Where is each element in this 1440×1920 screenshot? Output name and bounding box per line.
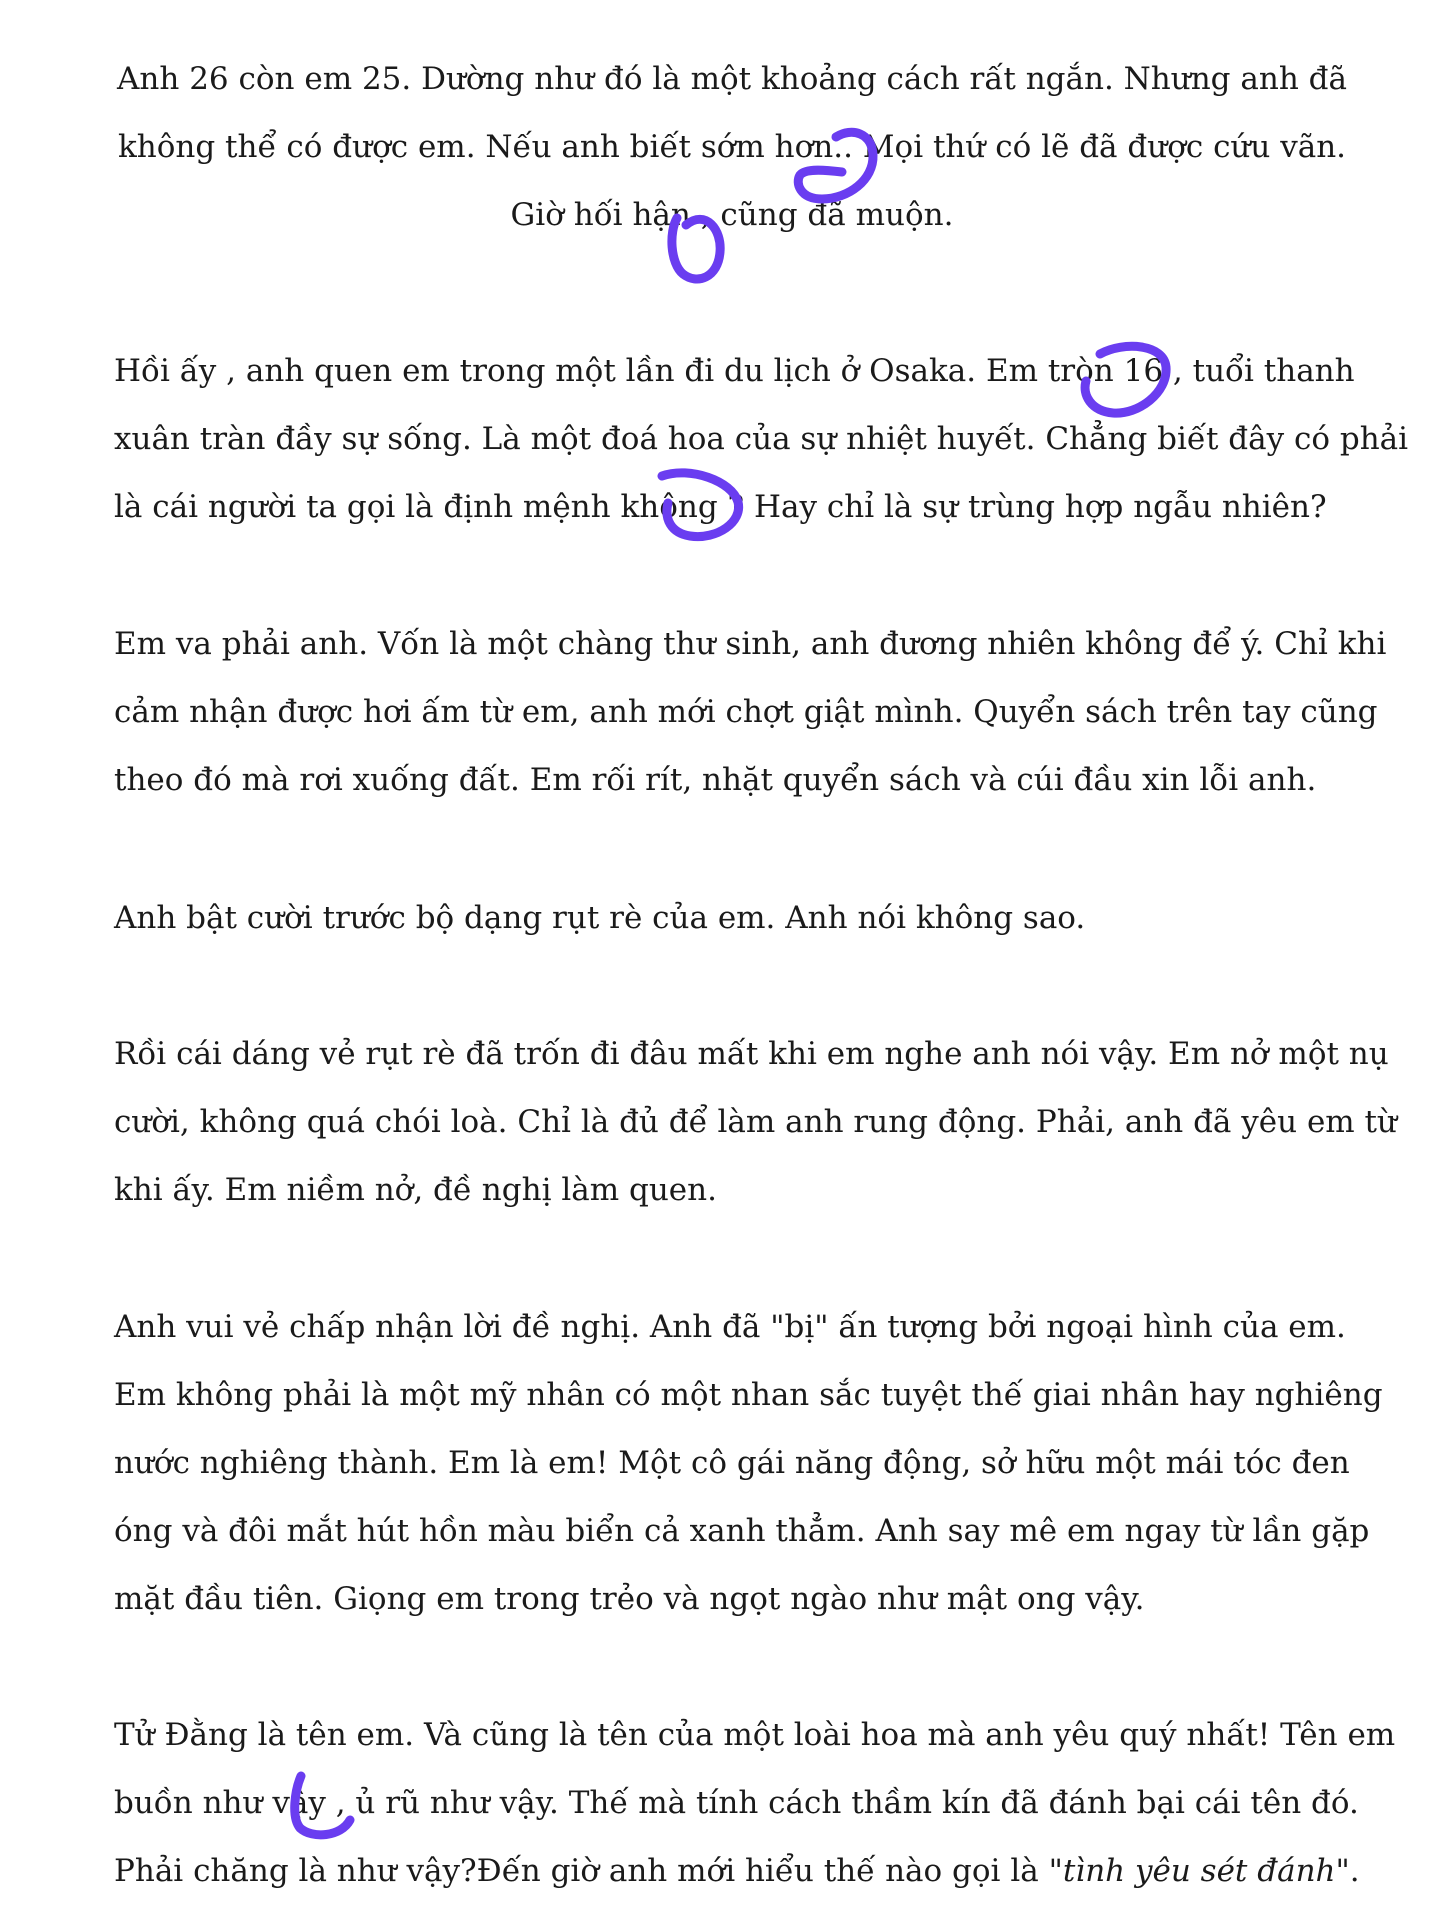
text-line: cảm nhận được hơi ấm từ em, anh mới chợt giật mình. Quyển sách trên tay cũng <box>114 694 1378 730</box>
text-line: không thể có được em. Nếu anh biết sớm hơn.. Mọi thứ có lẽ đã được cứu vãn. <box>117 129 1347 165</box>
paragraph-5 <box>114 1293 1383 1633</box>
italic-phrase: "tình yêu sét đánh" <box>1048 1853 1350 1889</box>
text-line: Anh 26 còn em 25. Dường như đó là một khoảng cách rất ngắn. Nhưng anh đã <box>117 61 1347 97</box>
text-line: xuân tràn đầy sự sống. Là một đoá hoa của sự nhiệt huyết. Chẳng biết đây có phải <box>114 421 1409 457</box>
paragraph-4 <box>114 1020 1397 1224</box>
text-line: Anh bật cười trước bộ dạng rụt rè của em. Anh nói không sao. <box>114 900 1086 936</box>
text-line: buồn như vậy , ủ rũ như vậy. Thế mà tính cách thầm kín đã đánh bại cái tên đó. <box>114 1785 1359 1821</box>
intro-paragraph <box>114 45 1350 249</box>
text-fragment: Phải chăng là như vậy?Đến giờ anh mới hiểu thế nào gọi là <box>114 1853 1049 1889</box>
paragraph-3 <box>114 884 1350 952</box>
text-line: Rồi cái dáng vẻ rụt rè đã trốn đi đâu mất khi em nghe anh nói vậy. Em nở một nụ <box>114 1036 1389 1072</box>
text-fragment: . <box>1349 1853 1360 1889</box>
text-line: mặt đầu tiên. Giọng em trong trẻo và ngọt ngào như mật ong vậy. <box>114 1581 1145 1617</box>
text-line: theo đó mà rơi xuống đất. Em rối rít, nhặt quyển sách và cúi đầu xin lỗi anh. <box>114 762 1317 798</box>
paragraph-6 <box>114 1701 1396 1905</box>
text-line: Tử Đằng là tên em. Và cũng là tên của một loài hoa mà anh yêu quý nhất! Tên em <box>114 1717 1396 1753</box>
paragraph-1 <box>114 337 1409 541</box>
text-line: Em va phải anh. Vốn là một chàng thư sinh, anh đương nhiên không để ý. Chỉ khi <box>114 626 1387 662</box>
text-line: Giờ hối hận , cũng đã muộn. <box>510 197 954 233</box>
paragraph-2 <box>114 610 1387 814</box>
text-line: Em không phải là một mỹ nhân có một nhan sắc tuyệt thế giai nhân hay nghiêng <box>114 1377 1383 1413</box>
text-line <box>114 1837 1360 1905</box>
text-line: cười, không quá chói loà. Chỉ là đủ để làm anh rung động. Phải, anh đã yêu em từ <box>114 1104 1397 1140</box>
text-line: khi ấy. Em niềm nở, đề nghị làm quen. <box>114 1172 717 1208</box>
text-line: là cái người ta gọi là định mệnh không ? Hay chỉ là sự trùng hợp ngẫu nhiên? <box>114 489 1327 525</box>
text-line: óng và đôi mắt hút hồn màu biển cả xanh thẳm. Anh say mê em ngay từ lần gặp <box>114 1513 1370 1549</box>
text-line: Hồi ấy , anh quen em trong một lần đi du lịch ở Osaka. Em tròn 16 , tuổi thanh <box>114 353 1355 389</box>
text-line: Anh vui vẻ chấp nhận lời đề nghị. Anh đã "bị" ấn tượng bởi ngoại hình của em. <box>114 1309 1346 1345</box>
text-line: nước nghiêng thành. Em là em! Một cô gái năng động, sở hữu một mái tóc đen <box>114 1445 1350 1481</box>
